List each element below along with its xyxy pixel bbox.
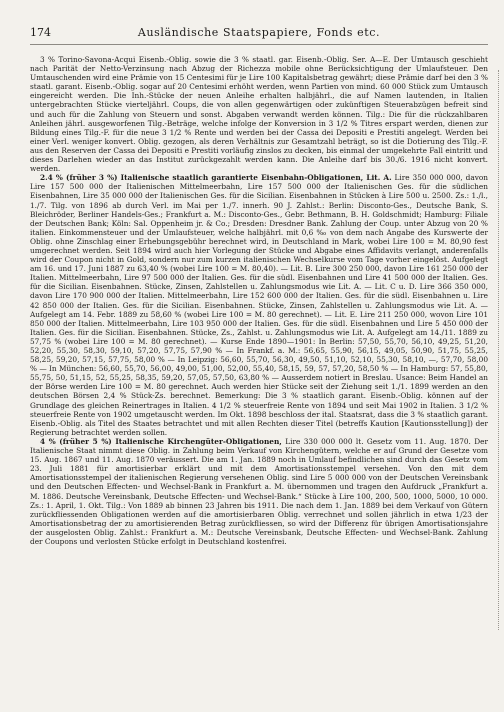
- document-page: [30, 26, 488, 546]
- page-edge-decoration: [498, 70, 502, 630]
- paragraph-heading: 2.4 % (früher 3 %) Italienische staatlich garantierte Eisenbahn-Obligationen, Lit. A.: [40, 173, 392, 183]
- header-rule: [30, 44, 488, 45]
- paragraph-text: Lire 350 000 000, davon Lire 157 500 000 der Italienischen Mittelmeerbahn, Lire 157 500 000 der Italienischen Ges. für die südlichen Eisenbahnen, Lire 35 000 000 der Italienischen Ges. für die Sicilian. Eisenbahnen in Stücken à Lire 500 u. 2500. Zs.: 1./l., 1./7. Tilg. von 1896 ab durch Verl. im Mai per 1./7. innerh. 90 J. Zahlst.: Berlin: Disconto-Ges., Deutsche Bank, S. Bleichröder, Berliner Handels-Ges.; Frankfurt a. M.: Disconto-Ges., Gebr. Bethmann, B. H. Goldschmidt; Hamburg: Filiale der Deutschen Bank; Köln: Sal. Oppenheim jr. & Co.; Dresden: Dresdner Bank. Zahlung der Coup. unter Abzug von 20 % italien. Einkommensteuer und der Umlaufsteuer, welche halbjährl. mit 0,6 ‰ von dem nach Angabe des Kurswerte der Oblig. ohne Zinschlag einer Erhebungsgebühr berechnet wird, in Deutschland in Mark, wobei Lire 100 = M. 80,90 fest umgerechnet werden. Seit 1894 wird auch hier Vorlegung der Stücke und Abgabe eines Affidavits verlangt, anderenfalls wird der Coupon nicht in Gold, sondern nur zum kurzen italienischen Wechselkurse vom Tage vorher eingelöst. Aufgelegt am 16. und 17. Juni 1887 zu 63,40 % (wobei Lire 100 = M. 80,40). — Lit. B. Lire 300 250 000, davon Lire 161 250 000 der Italien. Mittelmeerbahn, Lire 97 500 000 der Italien. Ges. für die südl. Eisenbahnen und Lire 41 500 000 der Italien. Ges. für die Sicilian. Eisenbahnen. Stücke, Zinsen, Zahlstellen u. Zahlungsmodus wie Lit. A. — Lit. C u. D. Lire 366 350 000, davon Lire 170 900 000 der Italien. Mittelmeerbahn, Lire 152 600 000 der Italien. Ges. für die südl. Eisenbahnen u. Lire 42 850 000 der Italien. Ges. für die Sicilian. Eisenbahnen. Stücke, Zinsen, Zahlstellen u. Zahlungsmodus wie Lit. A. — Aufgelegt am 14. Febr. 1889 zu 58,60 % (wobei Lire 100 = M. 80 gerechnet). — Lit. E. Lire 211 250 000, wovon Lire 101 850 000 der Italien. Mittelmeerbahn, Lire 103 950 000 der Italien. Ges. für die südl. Eisenbahnen und Lire 5 450 000 der Italien. Ges. für die Sicilian. Eisenbahnen. Stücke, Zs., Zahlst. u. Zahlungsmodus wie Lit. A. Aufgelegt am 14./11. 1889 zu 57,75 % (wobei Lire 100 = M. 80 gerechnet). — Kurse Ende 1890—1901: In Berlin: 57,50, 55,70, 56,10, 49,25, 51,20, 52,20, 55,30, 58,30, 59,10, 57,20, 57,75, 57,90 % — In Frankf. a. M.: 56,65, 55,90, 56,15, 49,05, 50,90, 51,75, 55,25, 58,25, 59,20, 57,15, 57,75, 58,00 % — In Leipzig: 56,60, 55,70, 56,30, 49,50, 51,10, 52,10, 55,30, 58,10, —, 57,70, 58,00 % — In München: 56,60, 55,70, 56,00, 49,00, 51,00, 52,00, 55,40, 58,15, 59, 57, 57,20, 58,50 % — In Hamburg: 57, 55,80, 55,75, 50, 51,15, 52, 55,25, 58,35, 59,20, 57,05, 57,50, 63,80 % — Ausserdem notiert in Breslau. Usance: Beim Handel an der Börse werden Lire 100 = M. 80 gerechnet. Auch werden hier Stücke seit der Ziehung seit 1./1. 1899 werden an den deutschen Börsen 2,4 % Stück-Zs. berechnet. Bemerkung: Die 3 % staatlich garant. Eisenb.-Oblig. können auf der Grundlage des gleichen Reinertrages in Italien. 4 1/2 % steuerfreie Rente von 1894 und seit Mai 1902 in Italien. 3 1/2 % steuerfreie Rente von 1902 umgetauscht werden. Im Okt. 1898 beschloss der ital. Staatsrat, dass die 3 % staatlich garant. Eisenb.-Oblig. als Titel des Staates betrachtet und mit allen Rechten dieser Titel (betreffs Kaution [Kautionsstellung]) der Regierung betrachtet werden sollen.: [30, 173, 488, 437]
- paragraph-torino-savona: [30, 55, 488, 173]
- page-header: [30, 26, 488, 40]
- paragraph-eisenbahn-obligationen: [30, 173, 488, 437]
- page-number: 174: [30, 26, 51, 39]
- paragraph-text: Lire 330 000 000 lt. Gesetz vom 11. Aug. 1870. Der Italienische Staat nimmt diese Oblig. in Zahlung beim Verkauf von Kirchengütern, welche er auf Grund der Gesetze vom 15. Aug. 1867 und 11. Aug. 1870 veräussert. Die am 1. Jan. 1889 noch in Umlauf befindlichen sind durch das Gesetz vom 23. Juli 1881 für amortisierbar erklärt und mit dem Amortisationsstempel versehen. Von den mit dem Amortisationsstempel der italienischen Regierung versehenen Oblig. sind Lire 5 000 000 von der Deutschen Vereinsbank und den Deutschen Effecten- und Wechsel-Bank in Frankfurt a. M. übernommen und tragen den Aufdruck „Frankfurt a. M. 1886. Deutsche Vereinsbank, Deutsche Effecten- und Wechsel-Bank.“ Stücke à Lire 100, 200, 500, 1000, 5000, 10 000. Zs.: 1. April, 1. Okt. Tilg.: Von 1889 ab binnen 23 Jahren bis 1911. Die nach dem 1. Jan. 1889 bei dem Verkauf von Gütern zurückfliessenden Obligationen werden auf die amortisierbaren Oblig. verrechnet und sollen jährlich in etwa 1/23 der Amortisationsbetrag der zu amortisierenden Betrag zurückfliessen, so wird der Differenz für übrigen Amortisationsjahre der ausgelosten Oblig. Zahlst.: Frankfurt a. M.: Deutsche Vereinsbank, Deutsche Effecten- und Wechsel-Bank. Zahlung der Coupons und verlosten Stücke erfolgt in Deutschland kostenfrei.: [30, 436, 488, 546]
- running-head: Ausländische Staatspapiere, Fonds etc.: [137, 26, 381, 39]
- paragraph-text: 3 % Torino-Savona-Acqui Eisenb.-Oblig. sowie die 3 % staatl. gar. Eisenb.-Oblig. Ser. A—E. Der Umtausch geschieht nach Parität der Netto-Verzinsung nach Abzug der Richezza mobile ohne Berücksichtigung der Umlaufsteuer. Den Umtauschenden wird eine Prämie von 15 Centesimi für je Lire 100 Kapitalsbetrag gewährt; diese Prämie darf bei den 3 % staatl. garant. Eisenb.-Oblig. sogar auf 20 Centesimi erhöht werden, wenn Partien von mind. 60 000 Stück zum Umtausch eingereicht werden. Die Inh.-Stücke der neuen Anleihe erhalten halbjährl., die auf Namen lautenden, in Italien untergebrachten Stücke vierteljährl. Coups, die von allen gegenwärtigen oder zukünftigen Steuerabzügen befreit sind und auch für die Zahlung von Steuern und sonst. Abgaben verwandt werden können. Tilg.: Die für die rückzahlbaren Anleihen jährl. ausgeworfenen Tilg.-Beträge, welche infolge der Konversion in 3 1/2 % Titres erspart werden, dienen zur Bildung eines Tilg.-F. für die neue 3 1/2 % Rente und werden bei der Cassa dei Depositi e Prestiti angelegt. Werden bei einer Verl. weniger konvert. Oblig. gezogen, als deren Verhältnis zur Gesamtzahl beträgt, so ist die Dotierung des Tilg.-F. aus den Reserven der Cassa dei Depositi e Prestiti vorläufig zinslos zu decken, bis einmal der umgekehrte Fall eintritt und dieses Darlehen wieder an das Institut zurückgezahlt werden kann. Die Anleihe darf bis 30./6. 1916 nicht konvert. werden.: [30, 55, 488, 174]
- paragraph-kirchengueter: [30, 437, 488, 546]
- paragraph-heading: 4 % (früher 5 %) Italienische Kirchengüter-Obligationen,: [40, 436, 282, 446]
